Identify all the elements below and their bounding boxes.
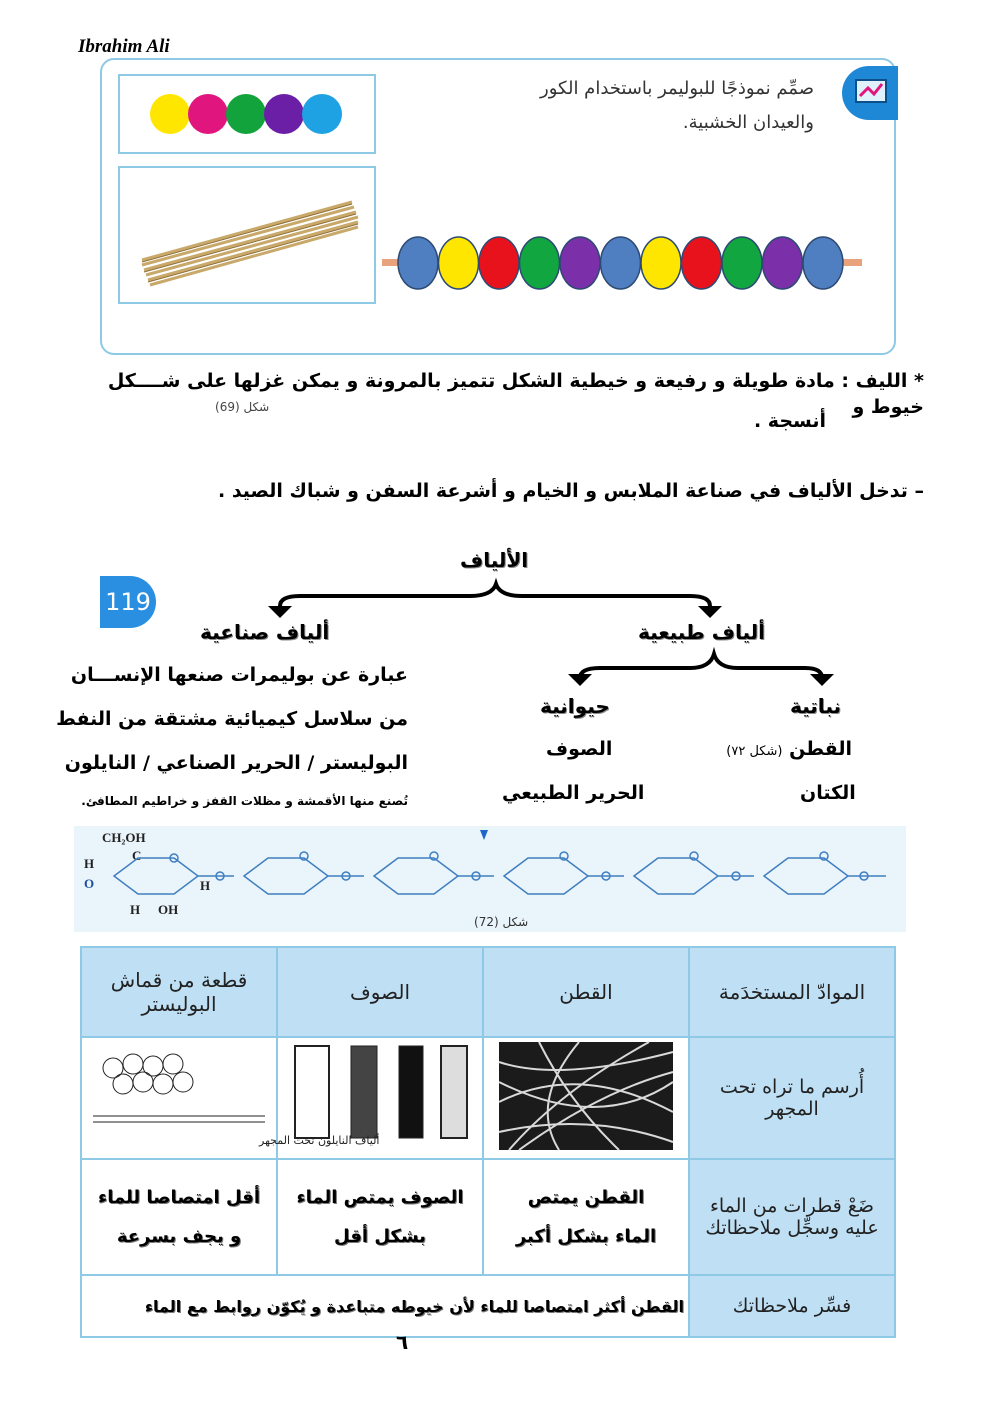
synthetic-examples: البوليستر / الحرير الصناعي / النايلون [64, 752, 408, 774]
synthetic-fibers-title: ألياف صناعية [200, 620, 330, 644]
nylon-caption: ألياف النايلون تحت المجهر [259, 1134, 380, 1147]
page-number: ٦ [396, 1330, 409, 1354]
sticks-image [118, 166, 376, 414]
table-row-water [81, 1159, 895, 1275]
balls-image [118, 74, 376, 154]
header-materials: الموادّ المستخدَمة [689, 947, 895, 1037]
water-wool-line-2: بشكل أقل [334, 1226, 426, 1247]
activity-instruction [434, 72, 814, 140]
easel-icon [842, 66, 898, 120]
oh-label: OH [158, 902, 179, 917]
synthetic-uses: تُصنع منها الأقمشة و مظلات القفز و خراطيم المطافئ. [81, 794, 408, 808]
ball [150, 94, 190, 134]
fiber-uses: – تدخل الألياف في صناعة الملابس و الخيام و أشرعة السفن و شباك الصيد . [217, 480, 924, 502]
activity-icon [842, 66, 898, 120]
ball [264, 94, 304, 134]
nylon-fibers-drawing [89, 1042, 380, 1150]
cotton-fibers-image [499, 1042, 673, 1150]
chain-bead [682, 237, 722, 289]
page-badge: 119 [100, 576, 156, 628]
chain-bead [439, 237, 479, 289]
polyester-microscope-image [81, 1037, 380, 1159]
animal-item-silk: الحرير الطبيعي [502, 782, 645, 804]
instruction-line-1: صمِّم نموذجًا للبوليمر باستخدام الكور [540, 78, 814, 99]
h-label: H [84, 856, 95, 871]
water-cotton-line-2: الماء بشكل أكبر [515, 1226, 657, 1247]
wooden-sticks-drawing [120, 168, 374, 302]
definition-text-2: أنسجة . [753, 410, 826, 432]
cotton-figure-ref: (شكل ٧٢) [726, 744, 783, 759]
table-header-row [81, 947, 895, 1037]
ball [302, 94, 342, 134]
row-label-water: ضَعْ قطرات من الماء عليه وسجِّل ملاحظاتك [689, 1159, 895, 1275]
table-row-microscope [81, 1037, 895, 1159]
chain-bead [601, 237, 641, 289]
plant-item-cotton [726, 738, 852, 760]
ball [188, 94, 228, 134]
chain-bead [560, 237, 600, 289]
observation-table [80, 946, 896, 1338]
chain-bead [479, 237, 519, 289]
water-wool-line-1: الصوف يمتص الماء [296, 1187, 464, 1208]
natural-fibers-title: ألياف طبيعية [638, 620, 765, 644]
water-wool-answer [277, 1159, 483, 1275]
chain-bead [722, 237, 762, 289]
cellulose-structure-figure [74, 826, 906, 932]
instruction-line-2: والعيدان الخشبية. [682, 112, 814, 133]
h-label-2: H [200, 878, 211, 893]
plant-item-linen: الكتان [800, 782, 856, 804]
arrow-marker-icon [480, 830, 488, 840]
explain-answer: القطن أكثر امتصاصا للماء لأن خيوطه متباعدة و يُكوّن روابط مع الماء [81, 1275, 689, 1337]
cotton-label: القطن [789, 738, 852, 760]
header-polyester: قطعة من قماش البوليستر [81, 947, 277, 1037]
water-polyester-line-2: و يجف بسرعة [116, 1226, 242, 1247]
chain-bead [803, 237, 843, 289]
c-label: C [132, 848, 142, 863]
polymer-chain-model [378, 228, 868, 298]
author-name: Ibrahim Ali [78, 36, 170, 57]
figure-caption-69: شكل (69) [215, 400, 270, 414]
header-wool: الصوف [277, 947, 483, 1037]
tree-root: الألياف [460, 548, 529, 572]
water-cotton-line-1: القطن يمتص [527, 1187, 645, 1208]
synthetic-desc-2: من سلاسل كيميائية مشتقة من النفط [56, 708, 408, 730]
chain-bead [641, 237, 681, 289]
definition-term: * الليف [855, 370, 924, 392]
cellulose-chain-drawing [74, 826, 906, 932]
water-polyester-answer [81, 1159, 277, 1275]
h-label-3: H [130, 902, 141, 917]
chain-bead [763, 237, 803, 289]
o-label: O [84, 876, 95, 891]
cotton-microscope-image [483, 1037, 689, 1159]
animal-item-wool: الصوف [546, 738, 613, 760]
table-row-explain [81, 1275, 895, 1337]
figure-caption-72: شكل (72) [474, 915, 529, 929]
chain-bead [398, 237, 438, 289]
water-cotton-answer [483, 1159, 689, 1275]
synthetic-desc-1: عبارة عن بوليمرات صنعها الإنســـان [70, 664, 408, 686]
row-label-explain: فسِّر ملاحظاتك [689, 1275, 895, 1337]
definition-text-1: : مادة طويلة و رفيعة و خيطية الشكل تتميز بالمرونة و يمكن غزلها على شــــكل خيوط و [107, 370, 924, 418]
ch2oh-label: CH₂OH [102, 830, 146, 845]
row-label-draw: أُرسم ما تراه تحت المجهر [689, 1037, 895, 1159]
water-polyester-line-1: أقل امتصاصا للماء [98, 1187, 260, 1208]
chain-bead [520, 237, 560, 289]
ball [226, 94, 266, 134]
header-cotton: القطن [483, 947, 689, 1037]
plant-fibers-title: نباتية [790, 694, 841, 718]
animal-fibers-title: حيوانية [540, 694, 610, 718]
